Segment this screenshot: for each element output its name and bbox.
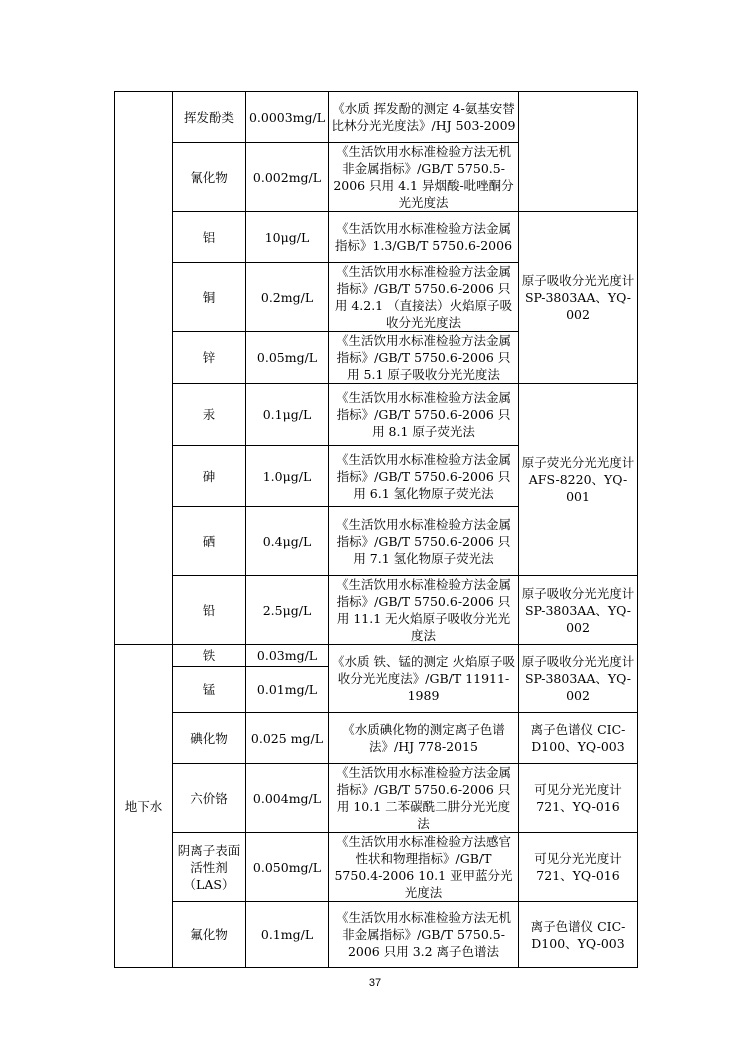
detection-limit-cell: 2.5μg/L — [246, 576, 329, 645]
instrument-cell: 离子色谱仪 CIC-D100、YQ-003 — [519, 713, 638, 764]
method-cell: 《生活饮用水标准检验方法金属指标》/GB/T 5750.6-2006 只用 6.1 氢化物原子荧光法 — [329, 446, 519, 507]
item-cell: 锌 — [173, 332, 246, 384]
category-cell: 地下水 — [115, 645, 173, 968]
table-row — [115, 212, 638, 263]
instrument-cell: 可见分光光度计 721、YQ-016 — [519, 833, 638, 902]
table-row — [115, 764, 638, 833]
table-row — [115, 576, 638, 645]
item-cell: 氟化物 — [173, 902, 246, 968]
detection-limit-cell: 0.004mg/L — [246, 764, 329, 833]
page-number: 37 — [368, 977, 382, 989]
table-row — [115, 833, 638, 902]
method-cell: 《生活饮用水标准检验方法感官性状和物理指标》/GB/T 5750.4-2006 10.1 亚甲蓝分光光度法 — [329, 833, 519, 902]
detection-limit-cell: 0.1mg/L — [246, 902, 329, 968]
item-cell: 砷 — [173, 446, 246, 507]
item-cell: 氰化物 — [173, 143, 246, 212]
method-cell: 《生活饮用水标准检验方法金属指标》/GB/T 5750.6-2006 只用 11.1 无火焰原子吸收分光光度法 — [329, 576, 519, 645]
method-cell: 《生活饮用水标准检验方法金属指标》/GB/T 5750.6-2006 只用 10.1 二苯碳酰二肼分光光度法 — [329, 764, 519, 833]
detection-limit-cell: 0.002mg/L — [246, 143, 329, 212]
item-cell: 汞 — [173, 384, 246, 446]
item-cell: 硒 — [173, 507, 246, 576]
method-cell: 《生活饮用水标准检验方法金属指标》/GB/T 5750.6-2006 只用 8.1 原子荧光法 — [329, 384, 519, 446]
detection-limit-cell: 0.03mg/L — [246, 645, 329, 667]
item-cell: 铁 — [173, 645, 246, 667]
detection-limit-cell: 0.1μg/L — [246, 384, 329, 446]
instrument-cell: 离子色谱仪 CIC-D100、YQ-003 — [519, 902, 638, 968]
item-cell: 阴离子表面活性剂（LAS） — [173, 833, 246, 902]
instrument-cell-blank — [519, 92, 638, 212]
table-row — [115, 92, 638, 143]
table-row — [115, 713, 638, 764]
detection-limit-cell: 0.01mg/L — [246, 667, 329, 713]
method-cell: 《生活饮用水标准检验方法金属指标》/GB/T 5750.6-2006 只用 4.2.1 （直接法）火焰原子吸收分光光度法 — [329, 263, 519, 332]
instrument-cell: 原子吸收分光光度计 SP-3803AA、YQ-002 — [519, 212, 638, 384]
method-cell: 《水质 挥发酚的测定 4-氨基安替比林分光光度法》/HJ 503-2009 — [329, 92, 519, 143]
table-row — [115, 645, 638, 667]
detection-limit-cell: 0.2mg/L — [246, 263, 329, 332]
detection-limit-cell: 0.05mg/L — [246, 332, 329, 384]
instrument-cell: 原子吸收分光光度计 SP-3803AA、YQ-002 — [519, 645, 638, 713]
detection-limit-cell: 0.025 mg/L — [246, 713, 329, 764]
item-cell: 挥发酚类 — [173, 92, 246, 143]
item-cell: 锰 — [173, 667, 246, 713]
item-cell: 铅 — [173, 576, 246, 645]
detection-limit-cell: 10μg/L — [246, 212, 329, 263]
instrument-cell: 原子吸收分光光度计 SP-3803AA、YQ-002 — [519, 576, 638, 645]
item-cell: 碘化物 — [173, 713, 246, 764]
method-cell: 《水质碘化物的测定离子色谱法》/HJ 778-2015 — [329, 713, 519, 764]
item-cell: 铜 — [173, 263, 246, 332]
method-cell: 《生活饮用水标准检验方法无机非金属指标》/GB/T 5750.5-2006 只用 3.2 离子色谱法 — [329, 902, 519, 968]
item-cell: 铝 — [173, 212, 246, 263]
method-cell: 《生活饮用水标准检验方法金属指标》/GB/T 5750.6-2006 只用 7.1 氢化物原子荧光法 — [329, 507, 519, 576]
detection-limit-cell: 0.0003mg/L — [246, 92, 329, 143]
table-row — [115, 902, 638, 968]
table-row — [115, 384, 638, 446]
method-cell: 《生活饮用水标准检验方法金属指标》/GB/T 5750.6-2006 只用 5.1 原子吸收分光光度法 — [329, 332, 519, 384]
detection-limit-cell: 1.0μg/L — [246, 446, 329, 507]
monitoring-methods-table — [114, 91, 638, 968]
method-cell: 《生活饮用水标准检验方法无机非金属指标》/GB/T 5750.5-2006 只用 4.1 异烟酸-吡唑酮分光光度法 — [329, 143, 519, 212]
instrument-cell: 原子荧光分光光度计 AFS-8220、YQ-001 — [519, 384, 638, 576]
item-cell: 六价铬 — [173, 764, 246, 833]
detection-limit-cell: 0.4μg/L — [246, 507, 329, 576]
method-cell: 《生活饮用水标准检验方法金属指标》1.3/GB/T 5750.6-2006 — [329, 212, 519, 263]
instrument-cell: 可见分光光度计 721、YQ-016 — [519, 764, 638, 833]
detection-limit-cell: 0.050mg/L — [246, 833, 329, 902]
method-cell: 《水质 铁、锰的测定 火焰原子吸收分光光度法》/GB/T 11911-1989 — [329, 645, 519, 713]
category-cell-blank — [115, 92, 173, 645]
